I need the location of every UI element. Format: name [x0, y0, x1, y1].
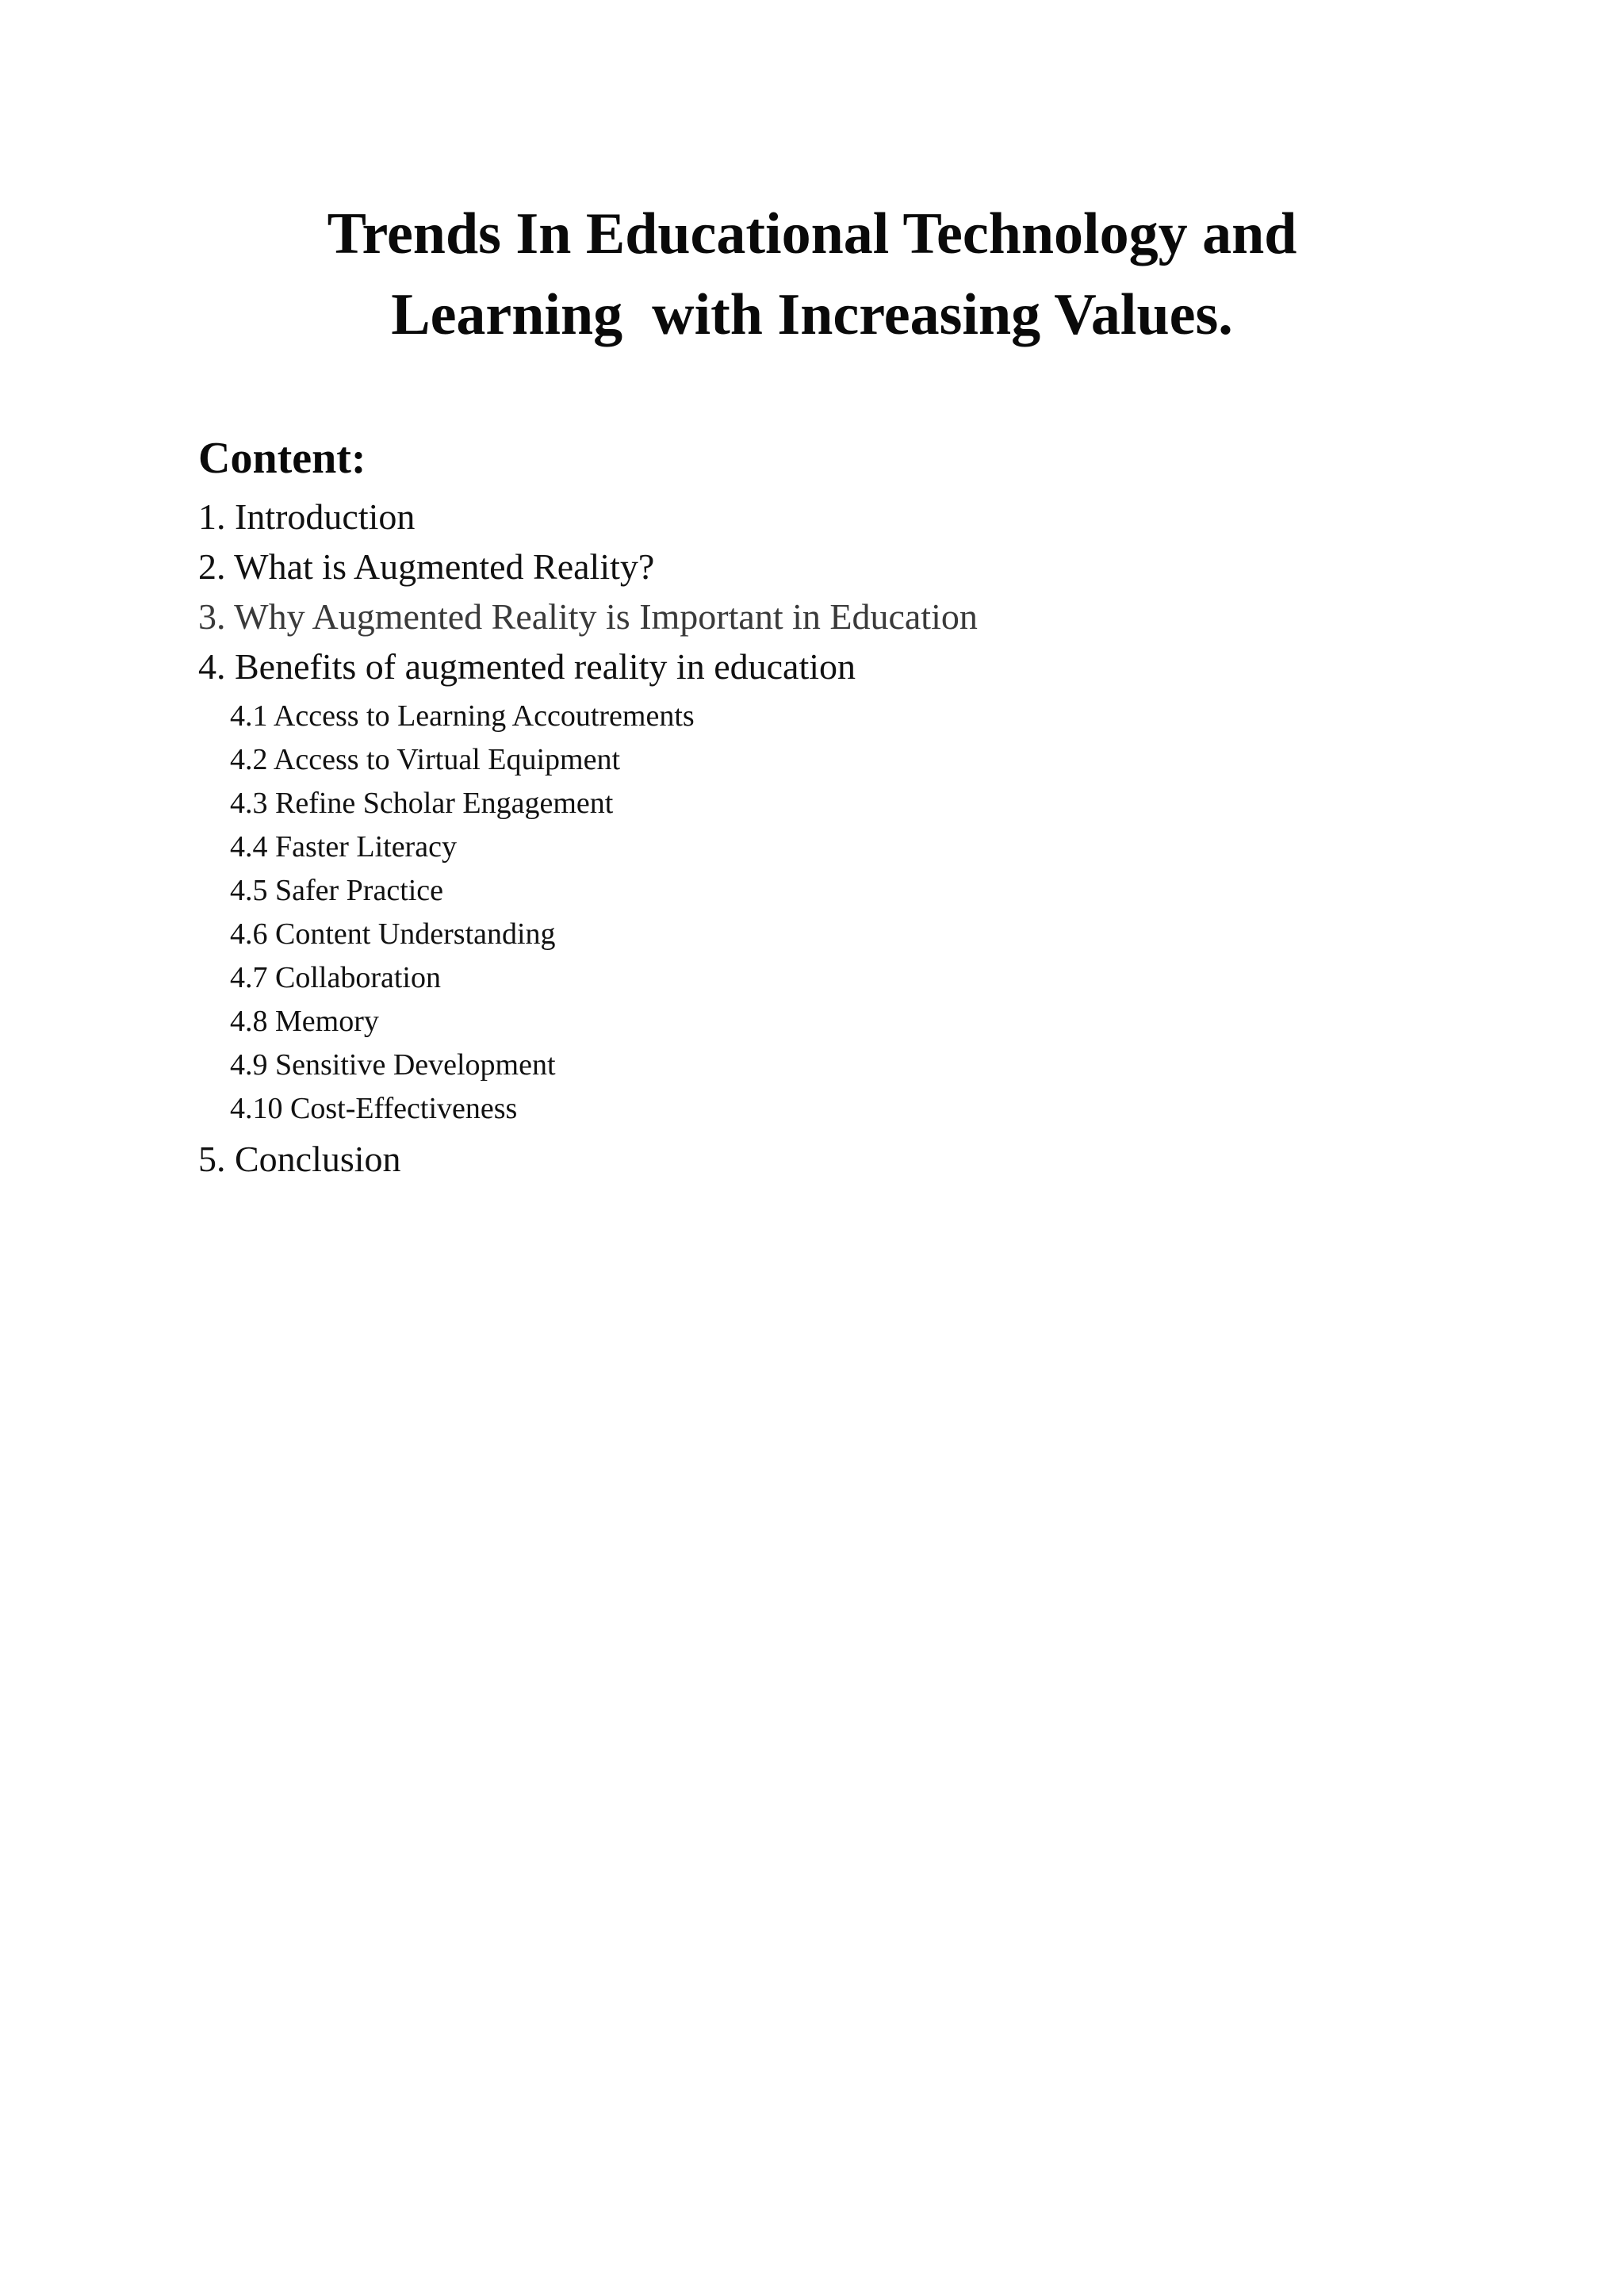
subsection-item: 4.1 Access to Learning Accoutrements [230, 699, 695, 733]
subsection-item: 4.9 Sensitive Development [230, 1048, 556, 1082]
toc-item-conclusion: 5. Conclusion [198, 1139, 401, 1179]
toc-item-benefits [198, 641, 978, 1131]
document-title-line-1: Trends In Educational Technology and [327, 201, 1297, 266]
toc-item-introduction: 1. Introduction [198, 496, 416, 537]
subsection-item: 4.5 Safer Practice [230, 874, 444, 907]
toc-item-benefits-label: 4. Benefits of augmented reality in education [198, 646, 856, 687]
subsection-item: 4.3 Refine Scholar Engagement [230, 787, 614, 820]
toc-item-what-is-ar: 2. What is Augmented Reality? [198, 546, 655, 587]
subsection-item: 4.2 Access to Virtual Equipment [230, 743, 620, 776]
table-of-contents [198, 492, 978, 1184]
document-title-line-2: Learning with Increasing Values. [391, 282, 1233, 347]
document-title [0, 193, 1624, 355]
subsection-item: 4.8 Memory [230, 1005, 379, 1038]
content-heading: Content: [198, 434, 366, 483]
toc-item-why-ar-important: 3. Why Augmented Reality is Important in Education [198, 596, 978, 637]
subsection-item: 4.4 Faster Literacy [230, 830, 457, 864]
benefits-subsection-list [230, 695, 978, 1131]
subsection-item: 4.6 Content Understanding [230, 917, 556, 951]
subsection-item: 4.7 Collaboration [230, 961, 441, 994]
subsection-item: 4.10 Cost-Effectiveness [230, 1092, 518, 1125]
